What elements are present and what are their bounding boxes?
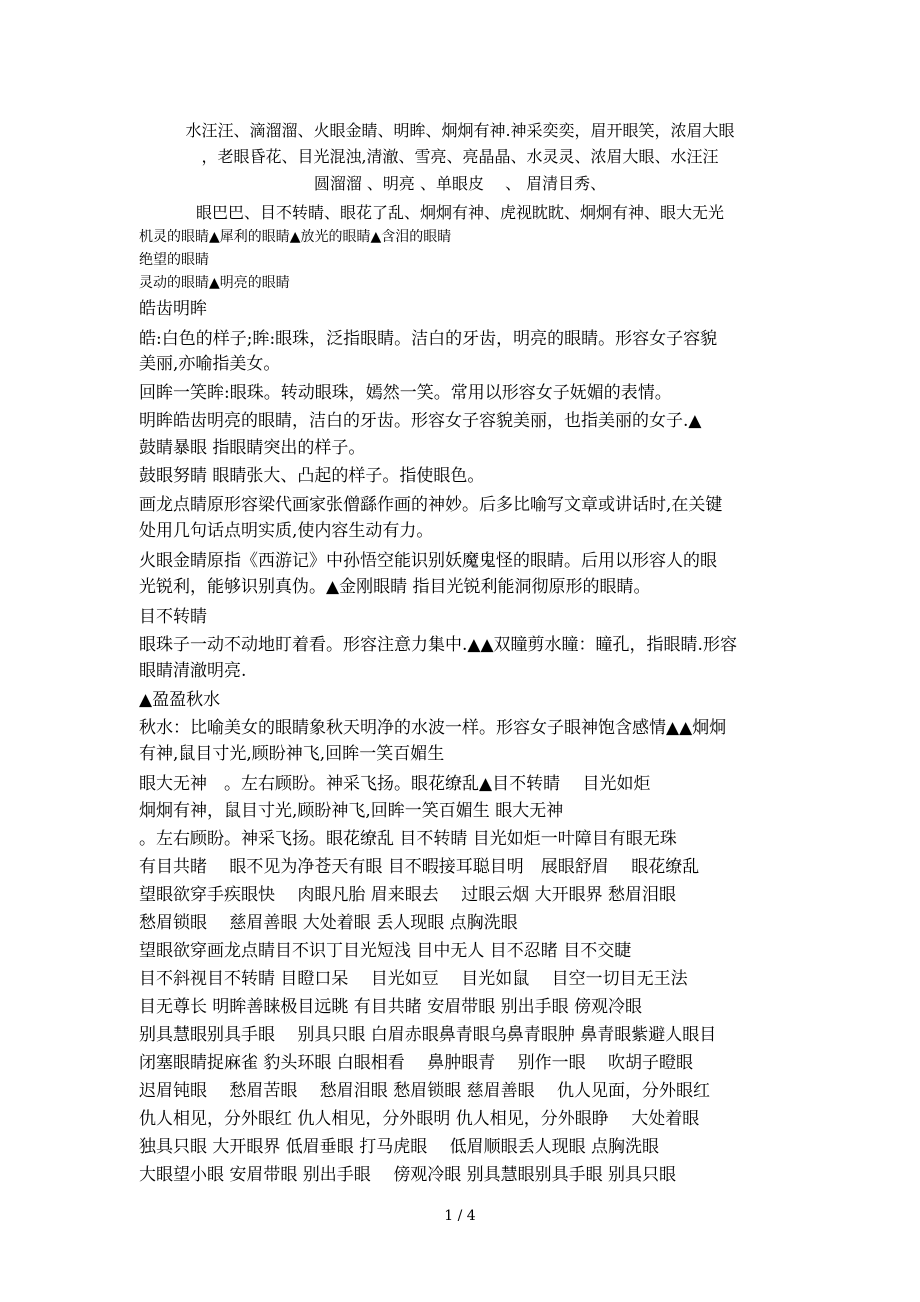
body-line: 火眼金睛原指《西游记》中孙悟空能识别妖魔鬼怪的眼睛。后用以形容人的眼 [139,551,717,571]
body-line: 眼大无神 。左右顾盼。神采飞扬。眼花缭乱▲目不转睛 目光如炬 [139,774,651,794]
body-line: 画龙点睛原形容梁代画家张僧繇作画的神妙。后多比喻写文章或讲话时,在关键 [139,495,723,515]
body-line: 鼓眼努睛 眼睛张大、凸起的样子。指使眼色。 [139,466,485,486]
page-number: 1 / 4 [444,1208,476,1224]
body-line: 闭塞眼睛捉麻雀 豹头环眼 白眼相看 鼻肿眼青 别作一眼 吹胡子瞪眼 [139,1053,694,1073]
body-line: 鼓睛暴眼 指眼睛突出的样子。 [139,438,366,458]
body-line: 别具慧眼别具手眼 别具只眼 白眉赤眼鼻青眼乌鼻青眼肿 鼻青眼紫避人眼目 [139,1025,717,1045]
body-line: 皓齿明眸 [139,299,207,319]
header-line-3: 圆溜溜 、明亮 、单眼皮 、 眉清目秀、 [313,174,607,193]
body-line: 望眼欲穿画龙点睛目不识丁目光短浅 目中无人 目不忍睹 目不交睫 [139,941,632,961]
body-line: 仇人相见，分外眼红 仇人相见，分外眼明 仇人相见，分外眼睁 大处着眼 [139,1109,700,1129]
body-line: 。左右顾盼。神采飞扬。眼花缭乱 目不转睛 目光如炬一叶障目有眼无珠 [139,829,677,849]
body-line: 迟眉钝眼 愁眉苦眼 愁眉泪眼 愁眉锁眼 慈眉善眼 仇人见面，分外眼红 [139,1081,711,1101]
header-line-2: ，老眼昏花、目光混浊,清澈、雪亮、亮晶晶、水灵灵、浓眉大眼、水汪汪 [201,147,719,166]
header-line-4: 眼巴巴、目不转睛、眼花了乱、炯炯有神、虎视眈眈、炯炯有神、眼大无光 [195,203,724,222]
body-line: 有神,鼠目寸光,顾盼神飞,回眸一笑百媚生 [139,744,445,764]
body-line: 目无尊长 明眸善睐极目远眺 有目共睹 安眉带眼 别出手眼 傍观冷眼 [139,997,643,1017]
body-line: 愁眉锁眼 慈眉善眼 大处着眼 丢人现眼 点胸洗眼 [139,913,518,933]
body-line: 秋水：比喻美女的眼睛象秋天明净的水波一样。形容女子眼神饱含感情▲▲炯炯 [139,718,727,738]
body-line: 独具只眼 大开眼界 低眉垂眼 打马虎眼 低眉顺眼丢人现眼 点胸洗眼 [139,1137,660,1157]
body-line: 绝望的眼睛 [139,252,209,268]
body-line: 大眼望小眼 安眉带眼 别出手眼 傍观冷眼 别具慧眼别具手眼 别具只眼 [139,1165,677,1185]
body-line: ▲盈盈秋水 [139,690,221,710]
body-line: 美丽,亦喻指美女。 [139,354,281,374]
body-line: 明眸皓齿明亮的眼睛，洁白的牙齿。形容女子容貌美丽，也指美丽的女子.▲ [139,411,702,431]
body-line: 目不转睛 [139,607,207,627]
body-line: 眼睛清澈明亮. [139,661,247,681]
body-line: 机灵的眼睛▲犀利的眼睛▲放光的眼睛▲含泪的眼睛 [139,229,452,245]
body-line: 灵动的眼睛▲明亮的眼睛 [139,275,290,291]
body-line: 望眼欲穿手疾眼快 肉眼凡胎 眉来眼去 过眼云烟 大开眼界 愁眉泪眼 [139,885,677,905]
header-line-1: 水汪汪、滴溜溜、火眼金睛、明眸、炯炯有神.神采奕奕，眉开眼笑，浓眉大眼 [185,121,735,140]
body-line: 处用几句话点明实质,使内容生动有力。 [139,521,434,541]
body-line: 目不斜视目不转睛 目瞪口呆 目光如豆 目光如鼠 目空一切目无王法 [139,969,688,989]
body-line: 炯炯有神，鼠目寸光,顾盼神飞,回眸一笑百媚生 眼大无神 [139,801,564,821]
body-line: 皓:白色的样子;眸:眼珠，泛指眼睛。洁白的牙齿，明亮的眼睛。形容女子容貌 [139,329,718,349]
body-line: 回眸一笑眸:眼珠。转动眼珠，嫣然一笑。常用以形容女子妩媚的表情。 [139,383,672,403]
body-line: 眼珠子一动不动地盯着看。形容注意力集中.▲▲双瞳剪水瞳：瞳孔，指眼睛.形容 [139,635,737,655]
body-line: 有目共睹 眼不见为净苍天有眼 目不暇接耳聪目明 展眼舒眉 眼花缭乱 [139,857,700,877]
body-line: 光锐利，能够识别真伪。▲金刚眼睛 指目光锐利能洞彻原形的眼睛。 [139,577,651,597]
